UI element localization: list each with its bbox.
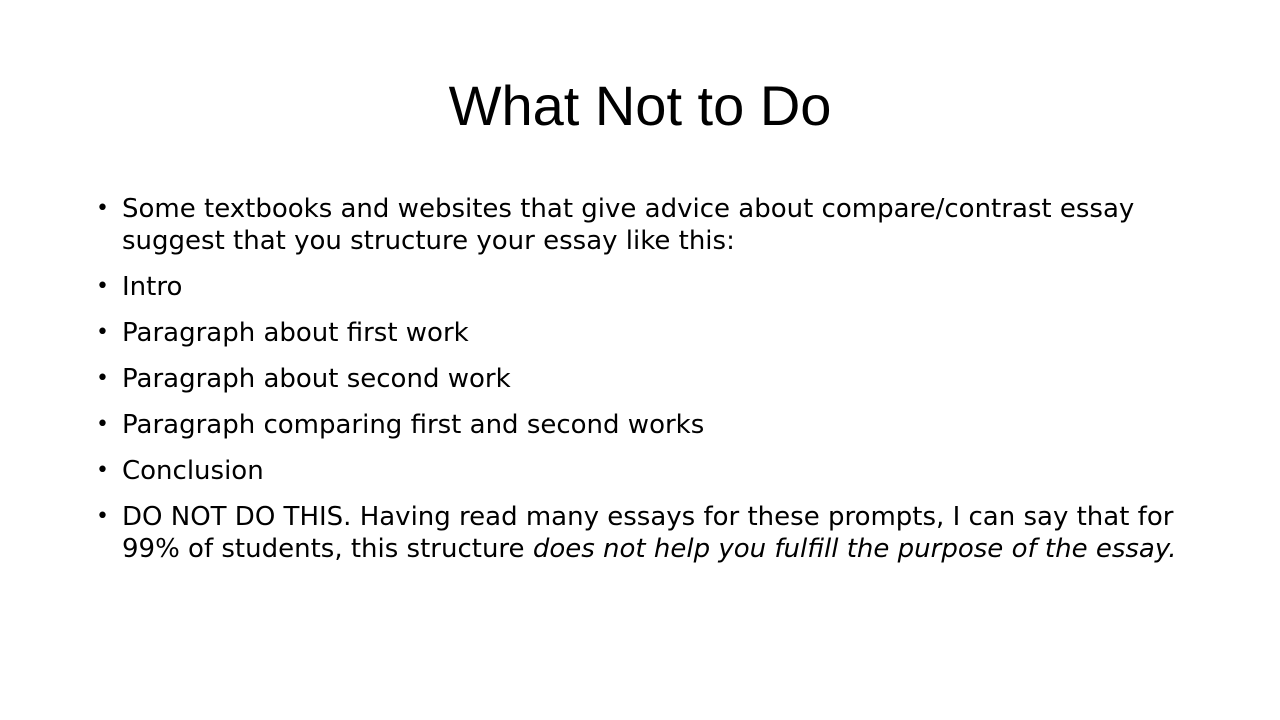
list-item — [96, 193, 1196, 257]
bullet-list — [96, 193, 1196, 579]
bullet-icon: • — [96, 366, 109, 391]
bullet-icon: • — [96, 412, 109, 437]
bullet-icon: • — [96, 458, 109, 483]
bullet-text: Some textbooks and websites that give advice about compare/contrast essay suggest that you structure your essay like this: — [122, 194, 1135, 256]
list-item — [96, 317, 1196, 349]
bullet-text: Conclusion — [122, 456, 264, 486]
bullet-icon: • — [96, 274, 109, 299]
bullet-text: Paragraph comparing first and second works — [122, 410, 705, 440]
bullet-emphasis-text: does not help you fulfill the purpose of the essay. — [532, 534, 1177, 564]
bullet-icon: • — [96, 320, 109, 345]
list-item — [96, 271, 1196, 303]
list-item — [96, 363, 1196, 395]
bullet-icon: • — [96, 196, 109, 221]
list-item — [96, 409, 1196, 441]
list-item — [96, 455, 1196, 487]
bullet-text: DO NOT DO THIS. Having read many essays for these prompts, I can say that for 99% of students, this structure — [122, 502, 1174, 564]
bullet-icon: • — [96, 504, 109, 529]
bullet-text: Intro — [122, 272, 183, 302]
bullet-text: Paragraph about second work — [122, 364, 511, 394]
list-item — [96, 501, 1196, 565]
slide-title: What Not to Do — [448, 74, 832, 137]
bullet-text: Paragraph about first work — [122, 318, 469, 348]
